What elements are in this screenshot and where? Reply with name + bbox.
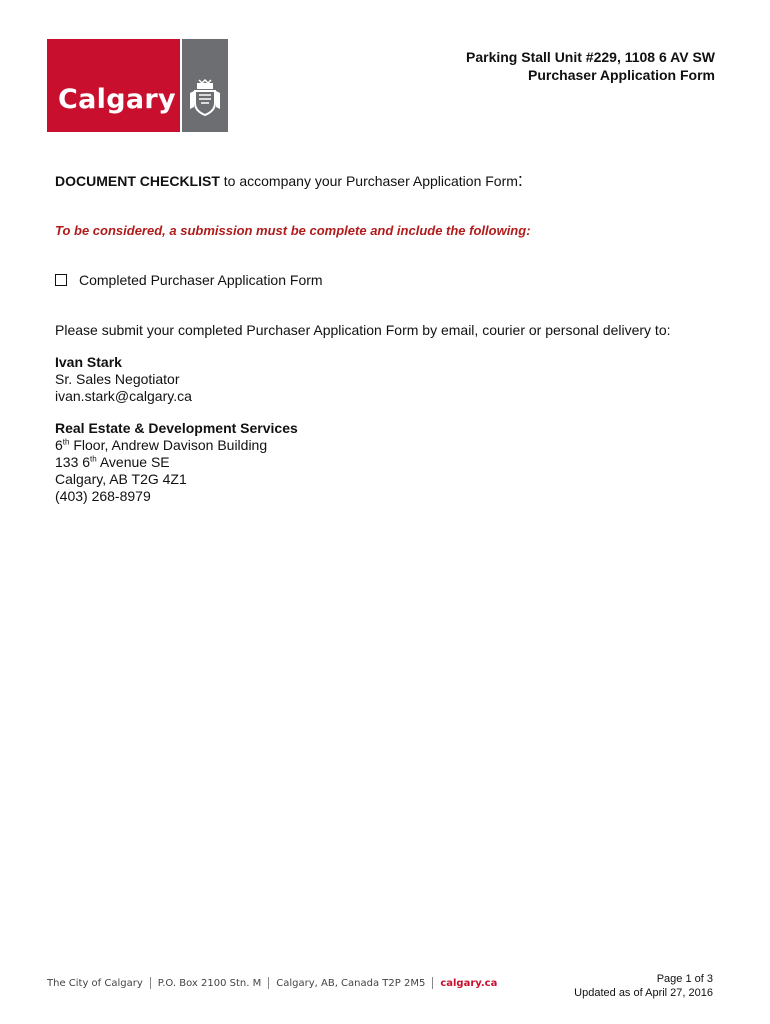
header-line-2: Purchaser Application Form	[528, 67, 715, 83]
city-crest-icon	[189, 79, 221, 117]
calgary-logo	[47, 39, 228, 132]
office-street-number: 133 6	[55, 454, 91, 470]
office-floor-number: 6	[55, 437, 63, 453]
contact-block	[55, 354, 192, 405]
logo-wordmark: Calgary	[58, 84, 176, 115]
checklist-title-colon: :	[517, 170, 523, 190]
page-info	[574, 972, 713, 1000]
checkbox[interactable]	[55, 274, 67, 286]
submission-instructions: Please submit your completed Purchaser Application Form by email, courier or personal delivery to:	[55, 322, 671, 338]
office-street	[55, 454, 298, 471]
updated-date: Updated as of April 27, 2016	[574, 987, 713, 999]
checklist-title-rest: to accompany your Purchaser Application Form	[219, 173, 518, 189]
office-org: Real Estate & Development Services	[55, 420, 298, 436]
footer-pobox: P.O. Box 2100 Stn. M	[157, 977, 262, 989]
footer-website-link[interactable]: calgary.ca	[440, 977, 498, 989]
footer-org: The City of Calgary	[47, 977, 143, 989]
contact-title: Sr. Sales Negotiator	[55, 371, 180, 387]
footer-divider	[150, 977, 151, 989]
checklist-item[interactable]	[55, 272, 323, 288]
office-floor	[55, 437, 298, 454]
office-street-suffix: th	[90, 454, 97, 464]
office-city: Calgary, AB T2G 4Z1	[55, 471, 187, 487]
office-floor-text: Floor, Andrew Davison Building	[69, 437, 268, 453]
logo-grey-panel	[182, 39, 228, 132]
footer-divider	[268, 977, 269, 989]
office-floor-suffix: th	[62, 437, 70, 447]
header-line-1: Parking Stall Unit #229, 1108 6 AV SW	[466, 49, 715, 65]
checklist-title-bold: DOCUMENT CHECKLIST	[55, 173, 220, 189]
office-address-block	[55, 420, 298, 505]
page-number: Page 1 of 3	[656, 973, 713, 985]
logo-red-panel	[47, 39, 180, 132]
document-header	[466, 48, 715, 84]
footer-address	[47, 977, 497, 989]
office-phone: (403) 268-8979	[55, 488, 151, 504]
contact-name: Ivan Stark	[55, 354, 122, 370]
footer-city: Calgary, AB, Canada T2P 2M5	[276, 977, 426, 989]
checklist-item-label: Completed Purchaser Application Form	[79, 272, 323, 288]
checklist-title	[55, 170, 523, 191]
office-street-text: Avenue SE	[96, 454, 170, 470]
submission-notice: To be considered, a submission must be complete and include the following:	[55, 223, 531, 238]
contact-email[interactable]: ivan.stark@calgary.ca	[55, 388, 192, 404]
footer-divider	[432, 977, 433, 989]
